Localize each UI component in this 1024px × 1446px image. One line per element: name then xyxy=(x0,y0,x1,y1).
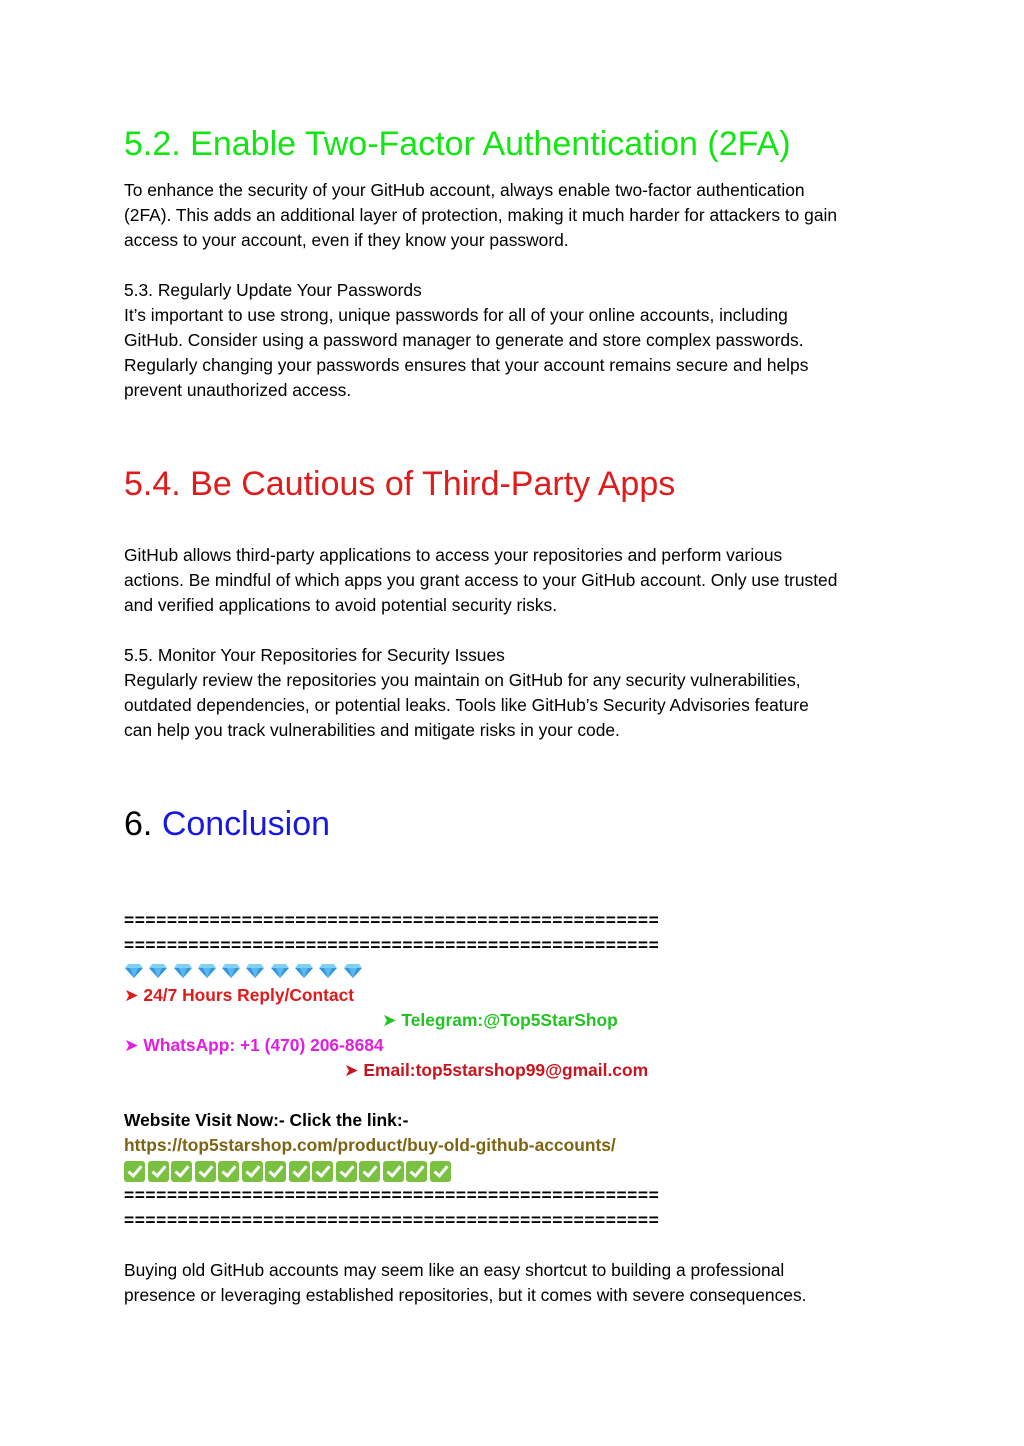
gem-icon xyxy=(197,963,217,979)
check-mark-icon xyxy=(195,1161,216,1182)
heading-5-4: 5.4. Be Cautious of Third-Party Apps xyxy=(124,465,676,503)
check-mark-icon xyxy=(124,1161,145,1182)
separator-line: ================================================== xyxy=(124,1185,660,1205)
check-mark-icon xyxy=(242,1161,263,1182)
paragraph-line: It’s important to use strong, unique passwords for all of your online accounts, including xyxy=(124,305,788,325)
subheading-5-5: 5.5. Monitor Your Repositories for Security Issues xyxy=(124,645,505,665)
paragraph-5-2 xyxy=(124,178,914,253)
paragraph-line: actions. Be mindful of which apps you grant access to your GitHub account. Only use trusted xyxy=(124,570,838,590)
gem-icon xyxy=(173,963,193,979)
website-label: Website Visit Now:- Click the link:- xyxy=(124,1110,409,1130)
paragraph-5-3 xyxy=(124,278,914,403)
separator-line: ================================================== xyxy=(124,935,660,955)
heading-6-title: Conclusion xyxy=(161,805,331,843)
gem-icon xyxy=(124,963,144,979)
paragraph-line: can help you track vulnerabilities and mitigate risks in your code. xyxy=(124,720,620,740)
gem-icon xyxy=(343,963,363,979)
check-mark-icon xyxy=(265,1161,286,1182)
check-mark-icon xyxy=(406,1161,427,1182)
check-mark-icon xyxy=(359,1161,380,1182)
gem-icon xyxy=(294,963,314,979)
heading-5-2: 5.2. Enable Two-Factor Authentication (2FA) xyxy=(124,125,791,163)
website-link[interactable]: https://top5starshop.com/product/buy-old-github-accounts/ xyxy=(124,1135,616,1155)
paragraph-line: outdated dependencies, or potential leaks. Tools like GitHub’s Security Advisories feature xyxy=(124,695,809,715)
check-mark-icon xyxy=(336,1161,357,1182)
telegram-contact[interactable]: ➤ Telegram:@Top5StarShop xyxy=(382,1010,618,1030)
check-mark-icon xyxy=(289,1161,310,1182)
separator-line: ================================================== xyxy=(124,1210,660,1230)
closing-paragraph xyxy=(124,1258,914,1308)
paragraph-line: GitHub allows third-party applications to access your repositories and perform various xyxy=(124,545,783,565)
heading-6-number: 6. xyxy=(124,805,162,843)
check-mark-icon xyxy=(171,1161,192,1182)
separator-line: ================================================== xyxy=(124,910,660,930)
paragraph-5-4 xyxy=(124,543,914,618)
email-contact[interactable]: ➤ Email:top5starshop99@gmail.com xyxy=(344,1060,649,1080)
subheading-5-3: 5.3. Regularly Update Your Passwords xyxy=(124,280,422,300)
gem-icon xyxy=(245,963,265,979)
paragraph-line: presence or leveraging established repositories, but it comes with severe consequences. xyxy=(124,1285,807,1305)
paragraph-line: Buying old GitHub accounts may seem like an easy shortcut to building a professional xyxy=(124,1260,785,1280)
check-mark-icon xyxy=(383,1161,404,1182)
check-mark-icon xyxy=(218,1161,239,1182)
paragraph-line: Regularly changing your passwords ensures that your account remains secure and helps xyxy=(124,355,809,375)
gem-icon xyxy=(318,963,338,979)
paragraph-line: (2FA). This adds an additional layer of protection, making it much harder for attackers to gain xyxy=(124,205,838,225)
heading-6 xyxy=(124,804,330,844)
check-mark-icon xyxy=(312,1161,333,1182)
paragraph-line: Regularly review the repositories you maintain on GitHub for any security vulnerabilities, xyxy=(124,670,801,690)
paragraph-line: and verified applications to avoid potential security risks. xyxy=(124,595,558,615)
paragraph-line: To enhance the security of your GitHub account, always enable two-factor authentication xyxy=(124,180,805,200)
check-row xyxy=(124,1160,453,1182)
whatsapp-contact[interactable]: ➤ WhatsApp: +1 (470) 206-8684 xyxy=(124,1035,384,1055)
check-mark-icon xyxy=(430,1161,451,1182)
contact-line: ➤ 24/7 Hours Reply/Contact xyxy=(124,985,355,1005)
gem-icon xyxy=(148,963,168,979)
gem-icon xyxy=(270,963,290,979)
paragraph-line: GitHub. Consider using a password manager to generate and store complex passwords. xyxy=(124,330,804,350)
check-mark-icon xyxy=(148,1161,169,1182)
paragraph-line: access to your account, even if they know your password. xyxy=(124,230,569,250)
gem-icon xyxy=(221,963,241,979)
gem-row xyxy=(124,959,367,981)
paragraph-line: prevent unauthorized access. xyxy=(124,380,352,400)
paragraph-5-5 xyxy=(124,643,914,743)
